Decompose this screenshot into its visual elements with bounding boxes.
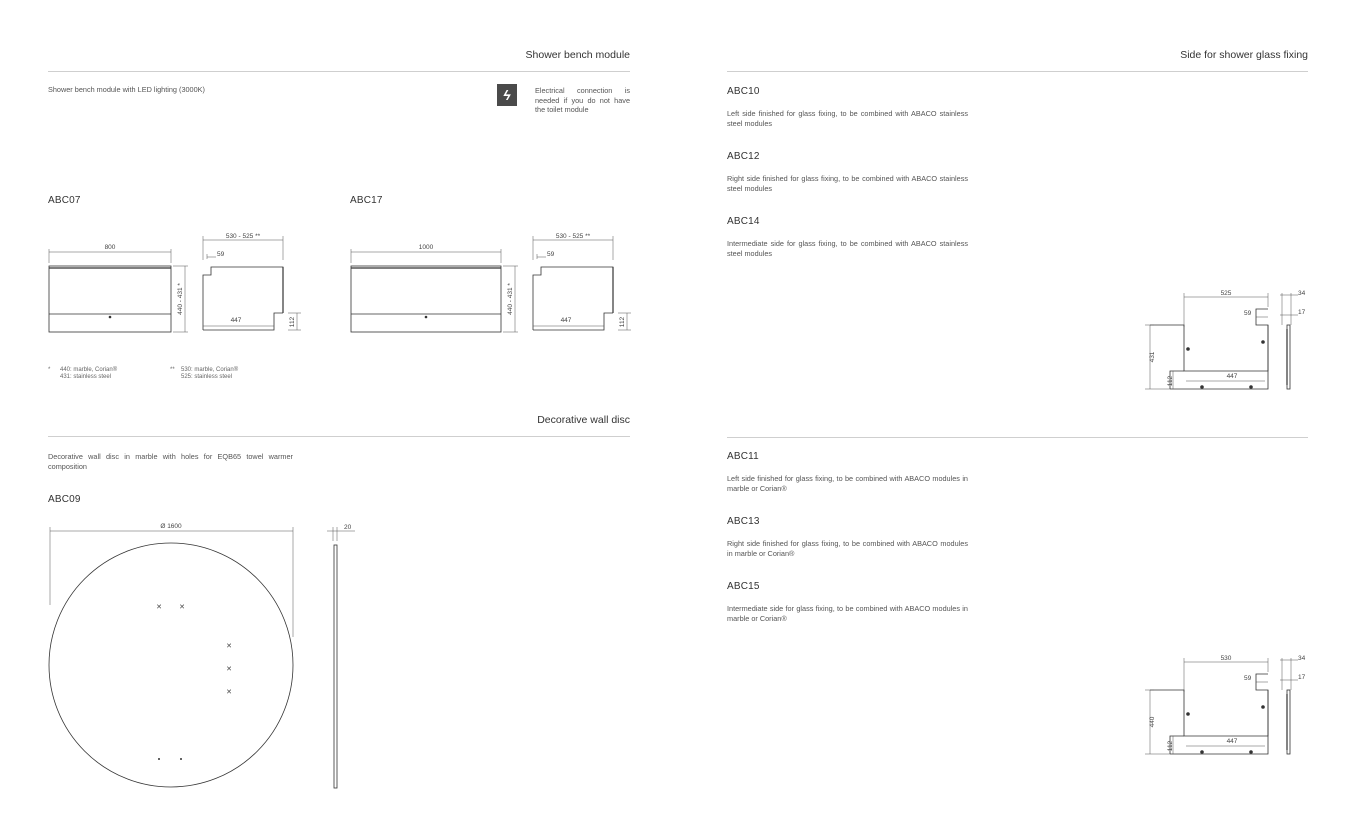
product-code-abc15: ABC15: [727, 581, 760, 592]
svg-text:447: 447: [560, 317, 572, 324]
abc07-front-drawing: [40, 235, 200, 340]
product-code-abc12: ABC12: [727, 151, 760, 162]
product-desc-abc13: Right side finished for glass fixing, to be combined with ABACO modules in marble or Corian®: [727, 539, 968, 558]
section-divider: [727, 71, 1308, 72]
svg-text:59: 59: [1244, 310, 1252, 317]
product-desc-abc11: Left side finished for glass fixing, to be combined with ABACO modules in marble or Corian®: [727, 474, 968, 493]
svg-text:17: 17: [1298, 674, 1306, 681]
abc07-side-drawing: [196, 230, 306, 340]
svg-text:✕: ✕: [226, 643, 232, 650]
svg-text:59: 59: [1244, 675, 1252, 682]
dim-width: 800: [104, 244, 116, 251]
section-heading-wall-disc: Decorative wall disc: [537, 414, 630, 426]
wall-disc-drawing: [40, 515, 365, 800]
footnote-depth: ** 530: marble, Corian® 525: stainless steel: [170, 367, 239, 380]
svg-text:447: 447: [1226, 738, 1238, 745]
product-desc-abc10: Left side finished for glass fixing, to be combined with ABACO stainless steel modules: [727, 109, 968, 128]
svg-text:59: 59: [547, 251, 555, 258]
dim-height: 440 - 431 *: [177, 283, 184, 315]
svg-text:34: 34: [1298, 290, 1306, 297]
svg-text:17: 17: [1298, 309, 1306, 316]
section-divider: [48, 436, 630, 437]
section-heading-shower-bench: Shower bench module: [525, 49, 630, 61]
section-divider: [727, 437, 1308, 438]
svg-text:1000: 1000: [418, 244, 434, 251]
product-desc-abc15: Intermediate side for glass fixing, to be combined with ABACO modules in marble or Corian®: [727, 604, 968, 623]
dim-diameter: Ø 1600: [160, 523, 182, 530]
product-desc-abc12: Right side finished for glass fixing, to be combined with ABACO stainless steel modules: [727, 174, 968, 193]
svg-text:431: 431: [1149, 351, 1156, 363]
svg-text:530: 530: [1220, 655, 1232, 662]
svg-text:112: 112: [1167, 740, 1174, 752]
svg-text:525: 525: [1220, 290, 1232, 297]
svg-text:440: 440: [1149, 716, 1156, 728]
svg-text:440 - 431 *: 440 - 431 *: [507, 283, 514, 315]
product-code-abc14: ABC14: [727, 216, 760, 227]
svg-text:447: 447: [230, 317, 242, 324]
shower-bench-description: Shower bench module with LED lighting (3000K): [48, 85, 205, 94]
section-divider: [48, 71, 630, 72]
dim-thickness: 20: [344, 524, 352, 531]
svg-text:112: 112: [1167, 375, 1174, 387]
svg-text:✕: ✕: [226, 666, 232, 673]
product-code-abc09: ABC09: [48, 494, 81, 505]
glass-side-drawing-stainless: [1140, 285, 1315, 397]
svg-text:530 - 525 **: 530 - 525 **: [225, 233, 261, 240]
svg-text:34: 34: [1298, 655, 1306, 662]
electrical-note: Electrical connection is needed if you do not have the toilet module: [535, 86, 630, 115]
product-code-abc10: ABC10: [727, 86, 760, 97]
svg-text:✕: ✕: [156, 604, 162, 611]
wall-disc-description: Decorative wall disc in marble with holes for EQB65 towel warmer composition: [48, 452, 293, 471]
product-code-abc17: ABC17: [350, 195, 383, 206]
svg-text:112: 112: [289, 316, 296, 328]
product-desc-abc14: Intermediate side for glass fixing, to be combined with ABACO stainless steel modules: [727, 239, 968, 258]
section-heading-glass-fixing: Side for shower glass fixing: [1180, 49, 1308, 61]
svg-text:✕: ✕: [179, 604, 185, 611]
footnote-height: * 440: marble, Corian® 431: stainless steel: [48, 367, 118, 380]
svg-text:112: 112: [619, 316, 626, 328]
abc17-side-drawing: [526, 230, 636, 340]
svg-text:✕: ✕: [226, 689, 232, 696]
product-code-abc11: ABC11: [727, 451, 759, 462]
glass-side-drawing-marble: [1140, 650, 1315, 762]
svg-text:59: 59: [217, 251, 225, 258]
svg-text:530 - 525 **: 530 - 525 **: [555, 233, 591, 240]
lightning-bolt-icon: ϟ: [497, 84, 517, 106]
svg-text:447: 447: [1226, 373, 1238, 380]
product-code-abc07: ABC07: [48, 195, 81, 206]
abc17-front-drawing: [342, 235, 522, 340]
product-code-abc13: ABC13: [727, 516, 760, 527]
